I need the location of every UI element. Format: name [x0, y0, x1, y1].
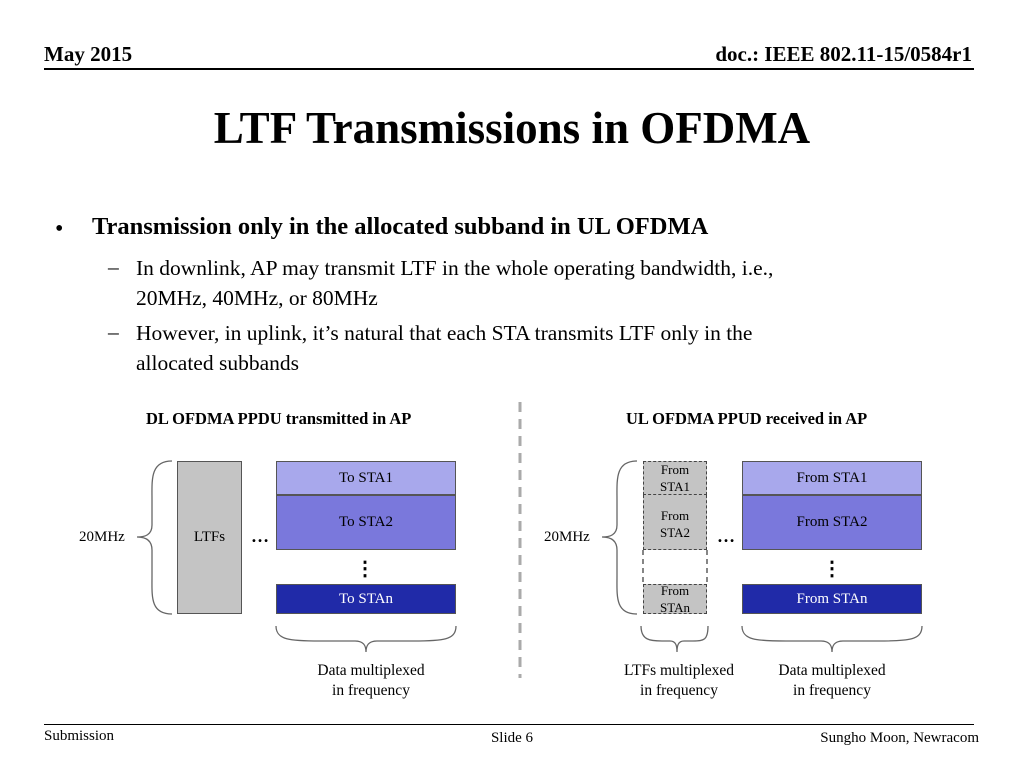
ul-data-caption-line-2: in frequency: [793, 682, 871, 699]
dl-vertical-dots: ⋮: [355, 558, 375, 580]
sub-bullet-1-line-2: 20MHz, 40MHz, or 80MHz: [136, 286, 378, 310]
dl-bandwidth-brace: [137, 461, 172, 614]
sub-bullet-2-line-2: allocated subbands: [136, 351, 299, 375]
ul-data-caption: [757, 661, 907, 701]
ul-ltf-sta1-line-2: STA1: [659, 479, 691, 494]
ul-ltf-caption-line-2: in frequency: [640, 682, 718, 699]
ul-ltf-stan-block: [643, 584, 707, 614]
ul-ltf-sta2-line-1: From: [660, 508, 690, 523]
dl-bandwidth-label: 20MHz: [79, 529, 125, 545]
dl-diagram-title: DL OFDMA PPDU transmitted in AP: [146, 409, 412, 428]
ul-bandwidth-label: 20MHz: [544, 529, 590, 545]
dl-sta1-label: To STA1: [338, 469, 393, 486]
ul-ltf-sta2-block: [643, 495, 707, 550]
sub-bullet-2-line-1: However, in uplink, it’s natural that each STA transmits LTF only in the: [136, 321, 753, 345]
dl-data-brace: [276, 626, 456, 652]
ul-vertical-dots: ⋮: [822, 558, 842, 580]
dl-data-caption-line-1: Data multiplexed: [317, 662, 425, 679]
ul-bandwidth-brace: [602, 461, 637, 614]
dl-sta1-block: [276, 461, 456, 495]
ul-diagram-title: UL OFDMA PPUD received in AP: [626, 409, 868, 428]
header-date: May 2015: [44, 42, 133, 66]
ul-stan-block: [742, 584, 922, 614]
dl-ltf-block: [177, 461, 242, 614]
ul-sta2-block: [742, 495, 922, 550]
footer-author: Sungho Moon, Newracom: [820, 730, 979, 746]
footer-slide-number: Slide 6: [490, 730, 534, 746]
ul-data-brace: [742, 626, 922, 652]
ul-ltf-sta2-line-2: STA2: [659, 525, 691, 540]
ul-ltf-caption-line-1: LTFs multiplexed: [623, 662, 735, 679]
ul-ltf-stan-line-1: From: [660, 583, 690, 598]
sub-bullet-1-line-1: In downlink, AP may transmit LTF in the whole operating bandwidth, i.e.,: [136, 256, 774, 280]
ul-stan-label: From STAn: [796, 590, 868, 607]
dl-ellipsis: …: [251, 526, 269, 546]
dl-stan-label: To STAn: [338, 590, 393, 607]
dl-data-caption-line-2: in frequency: [332, 682, 410, 699]
ul-ltf-stan-line-2: STAn: [659, 600, 691, 615]
ul-ltf-sta1-line-1: From: [660, 462, 690, 477]
header-doc-id: doc.: IEEE 802.11-15/0584r1: [715, 42, 972, 66]
bullet-marker: •: [55, 216, 64, 242]
footer-submission: Submission: [44, 728, 115, 744]
footer-rule: [44, 724, 974, 725]
slide-title: LTF Transmissions in OFDMA: [213, 103, 811, 153]
bullet-main: Transmission only in the allocated subband in UL OFDMA: [92, 213, 709, 240]
ul-sta1-label: From STA1: [796, 469, 868, 486]
dl-stan-block: [276, 584, 456, 614]
ul-ltf-brace: [641, 626, 708, 652]
ul-data-caption-line-1: Data multiplexed: [778, 662, 886, 679]
sub-bullet-marker-2: –: [108, 320, 119, 344]
ul-ellipsis: …: [717, 526, 735, 546]
dl-ltf-label: LTFs: [193, 529, 226, 545]
dl-data-caption: [296, 661, 446, 701]
dl-sta2-label: To STA2: [338, 514, 393, 530]
ul-sta2-label: From STA2: [796, 514, 868, 530]
ul-sta1-block: [742, 461, 922, 495]
ul-ltf-caption: [604, 661, 754, 701]
dl-sta2-block: [276, 495, 456, 550]
ul-ltf-sta1-block: [643, 461, 707, 495]
sub-bullet-marker-1: –: [108, 255, 119, 279]
